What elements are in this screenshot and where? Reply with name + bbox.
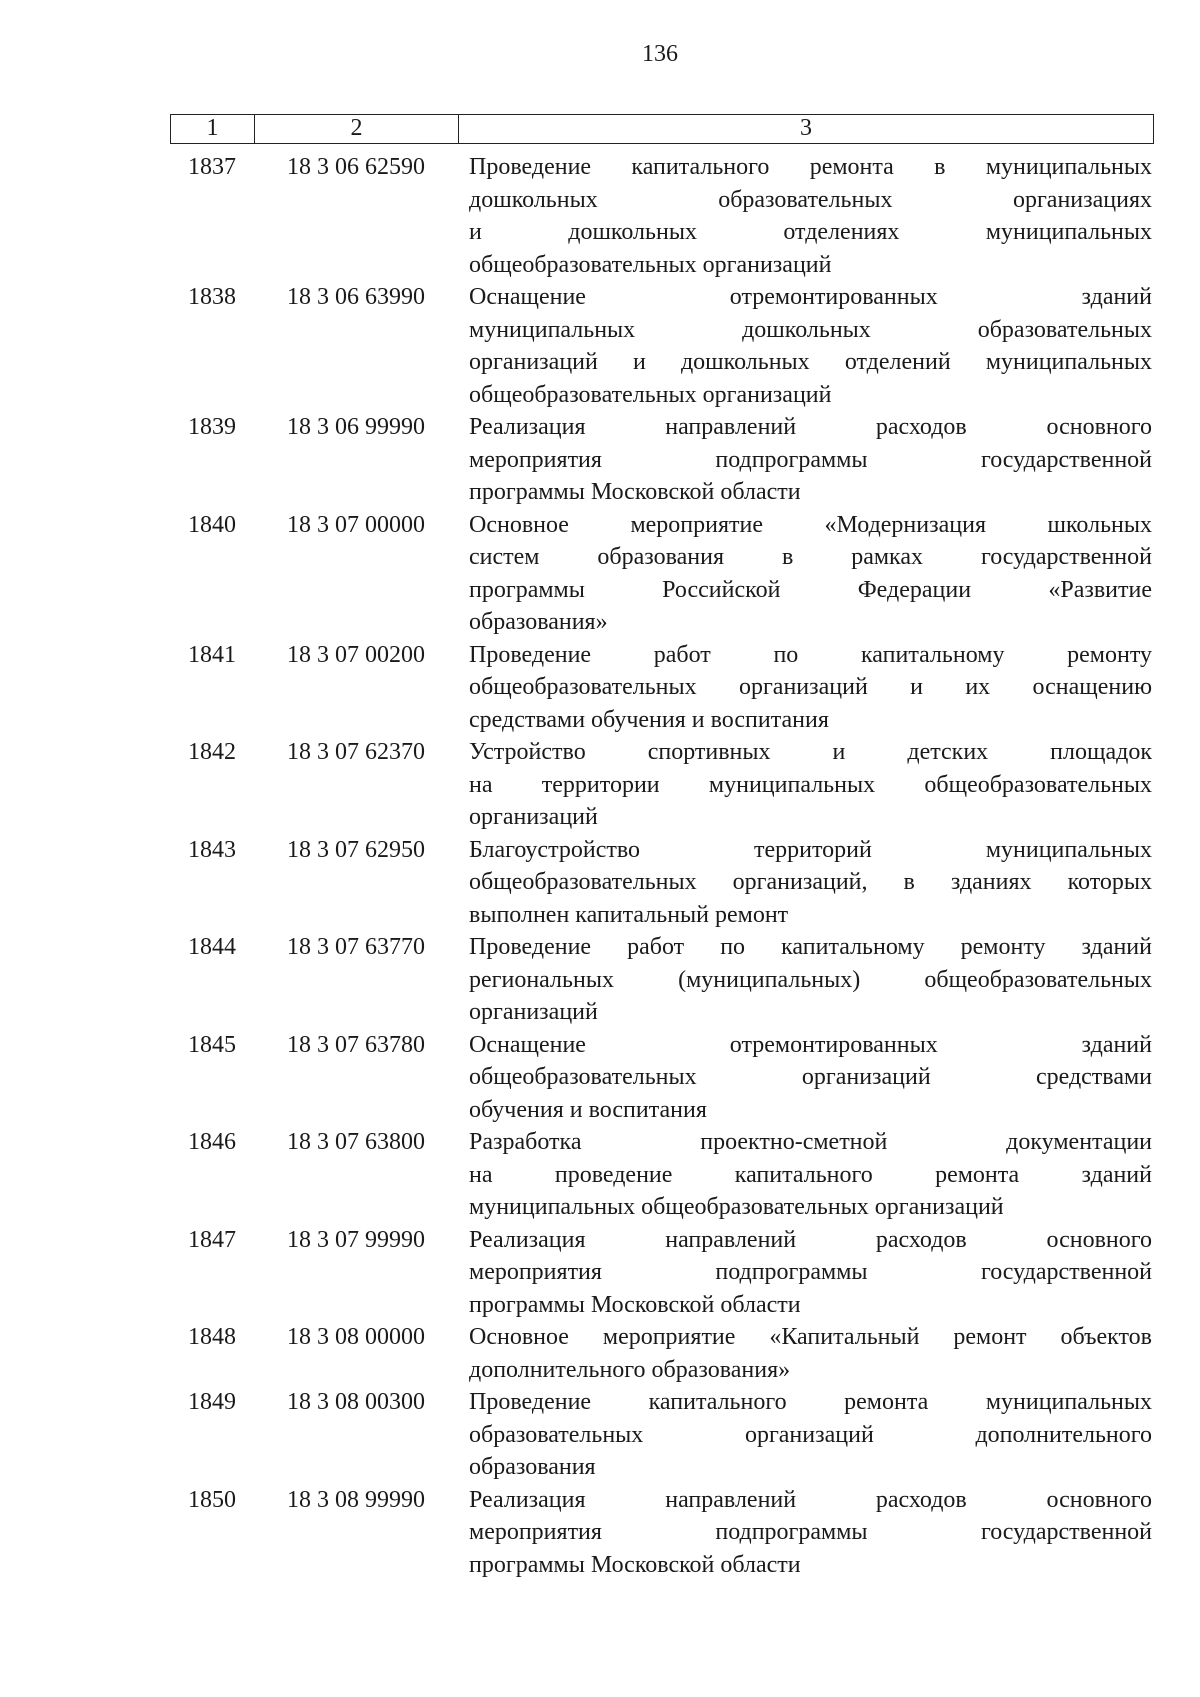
table-row (170, 736, 1154, 834)
description-line: Реализация направлений расходов основного (469, 1226, 1152, 1253)
row-code: 18 3 06 99990 (287, 414, 425, 440)
table-row (170, 1126, 1154, 1224)
row-description (458, 834, 1154, 932)
row-number: 1848 (188, 1324, 236, 1350)
description-line: и дошкольных отделениях муниципальных (469, 219, 1152, 245)
description-line: муниципальных общеобразовательных организаций (469, 1194, 1004, 1220)
row-number: 1837 (188, 154, 236, 180)
description-line: Основное мероприятие «Капитальный ремонт объектов (469, 1324, 1152, 1350)
table-row (170, 931, 1154, 1029)
row-number: 1847 (188, 1226, 236, 1253)
description-line: организаций (469, 999, 598, 1025)
table-row (170, 639, 1154, 737)
description-line: программы Московской области (469, 1291, 801, 1318)
row-code: 18 3 07 00200 (287, 641, 425, 668)
description-line: программы Московской области (469, 479, 801, 505)
row-number: 1840 (188, 511, 236, 538)
description-line: мероприятия подпрограммы государственной (469, 446, 1152, 473)
description-line: выполнен капитальный ремонт (469, 901, 789, 928)
table-row (170, 1484, 1154, 1582)
row-description (458, 1484, 1154, 1582)
row-number: 1842 (188, 739, 236, 765)
row-description (458, 151, 1154, 281)
description-line: на территории муниципальных общеобразовательных (469, 771, 1152, 798)
description-line: Реализация направлений расходов основного (469, 1486, 1152, 1513)
table-row (170, 1224, 1154, 1322)
description-line: муниципальных дошкольных образовательных (469, 316, 1152, 343)
row-description (458, 509, 1154, 639)
row-description (458, 1029, 1154, 1127)
row-code: 18 3 07 99990 (287, 1226, 425, 1253)
row-description (458, 639, 1154, 737)
table-row (170, 1321, 1154, 1386)
description-line: программы Московской области (469, 1551, 801, 1578)
row-description (458, 1126, 1154, 1224)
header-col-2: 2 (255, 115, 459, 143)
row-number: 1838 (188, 284, 236, 310)
table-header (170, 114, 1154, 144)
table-row (170, 509, 1154, 639)
table-row (170, 834, 1154, 932)
row-code: 18 3 07 62370 (287, 739, 425, 765)
description-line: Основное мероприятие «Модернизация школьных (469, 511, 1152, 538)
table-row (170, 1029, 1154, 1127)
description-line: организаций и дошкольных отделений муниципальных (469, 349, 1152, 375)
row-description (458, 1386, 1154, 1484)
row-description (458, 411, 1154, 509)
table-body (170, 151, 1154, 1581)
page-number: 136 (642, 41, 678, 67)
description-line: дошкольных образовательных организациях (469, 186, 1152, 213)
description-line: программы Российской Федерации «Развитие (469, 576, 1152, 603)
row-code: 18 3 06 63990 (287, 284, 425, 310)
row-number: 1843 (188, 836, 236, 863)
description-line: средствами обучения и воспитания (469, 706, 829, 733)
table-row (170, 151, 1154, 281)
description-line: Благоустройство территорий муниципальных (469, 836, 1152, 863)
description-line: региональных (муниципальных) общеобразовательных (469, 966, 1152, 993)
row-number: 1849 (188, 1389, 236, 1415)
row-number: 1846 (188, 1129, 236, 1155)
header-col-1: 1 (171, 115, 255, 143)
row-code: 18 3 06 62590 (287, 154, 425, 180)
row-number: 1844 (188, 934, 236, 960)
description-line: Устройство спортивных и детских площадок (469, 739, 1152, 765)
row-number: 1841 (188, 641, 236, 668)
description-line: систем образования в рамках государственной (469, 544, 1152, 570)
row-number: 1845 (188, 1031, 236, 1058)
row-description (458, 931, 1154, 1029)
row-code: 18 3 07 63780 (287, 1031, 425, 1058)
table-row (170, 281, 1154, 411)
description-line: Оснащение отремонтированных зданий (469, 284, 1152, 310)
description-line: общеобразовательных организаций и их оснащению (469, 674, 1152, 700)
description-line: образования» (469, 609, 608, 635)
row-code: 18 3 08 99990 (287, 1486, 425, 1513)
description-line: организаций (469, 804, 598, 830)
row-code: 18 3 08 00000 (287, 1324, 425, 1350)
description-line: общеобразовательных организаций (469, 251, 832, 278)
row-description (458, 1224, 1154, 1322)
description-line: общеобразовательных организаций, в зданиях которых (469, 869, 1152, 895)
description-line: образовательных организаций дополнительного (469, 1421, 1152, 1448)
description-line: образования (469, 1454, 596, 1480)
description-line: Проведение работ по капитальному ремонту (469, 641, 1152, 668)
header-col-3: 3 (800, 115, 812, 141)
table-row (170, 411, 1154, 509)
description-line: Проведение работ по капитальному ремонту зданий (469, 934, 1152, 960)
row-description (458, 736, 1154, 834)
description-line: обучения и воспитания (469, 1096, 707, 1123)
description-line: дополнительного образования» (469, 1356, 791, 1383)
row-code: 18 3 07 00000 (287, 511, 425, 538)
description-line: общеобразовательных организаций средствами (469, 1064, 1152, 1090)
row-code: 18 3 07 62950 (287, 836, 425, 863)
description-line: Реализация направлений расходов основного (469, 414, 1152, 440)
description-line: Проведение капитального ремонта муниципальных (469, 1389, 1152, 1415)
description-line: мероприятия подпрограммы государственной (469, 1519, 1152, 1545)
description-line: мероприятия подпрограммы государственной (469, 1259, 1152, 1285)
description-line: общеобразовательных организаций (469, 381, 832, 408)
row-description (458, 1321, 1154, 1386)
description-line: Оснащение отремонтированных зданий (469, 1031, 1152, 1058)
row-code: 18 3 07 63800 (287, 1129, 425, 1155)
row-code: 18 3 07 63770 (287, 934, 425, 960)
row-number: 1839 (188, 414, 236, 440)
row-description (458, 281, 1154, 411)
row-number: 1850 (188, 1486, 236, 1513)
description-line: Проведение капитального ремонта в муниципальных (469, 154, 1152, 180)
description-line: Разработка проектно-сметной документации (469, 1129, 1152, 1155)
table-row (170, 1386, 1154, 1484)
description-line: на проведение капитального ремонта зданий (469, 1161, 1152, 1188)
row-code: 18 3 08 00300 (287, 1389, 425, 1415)
